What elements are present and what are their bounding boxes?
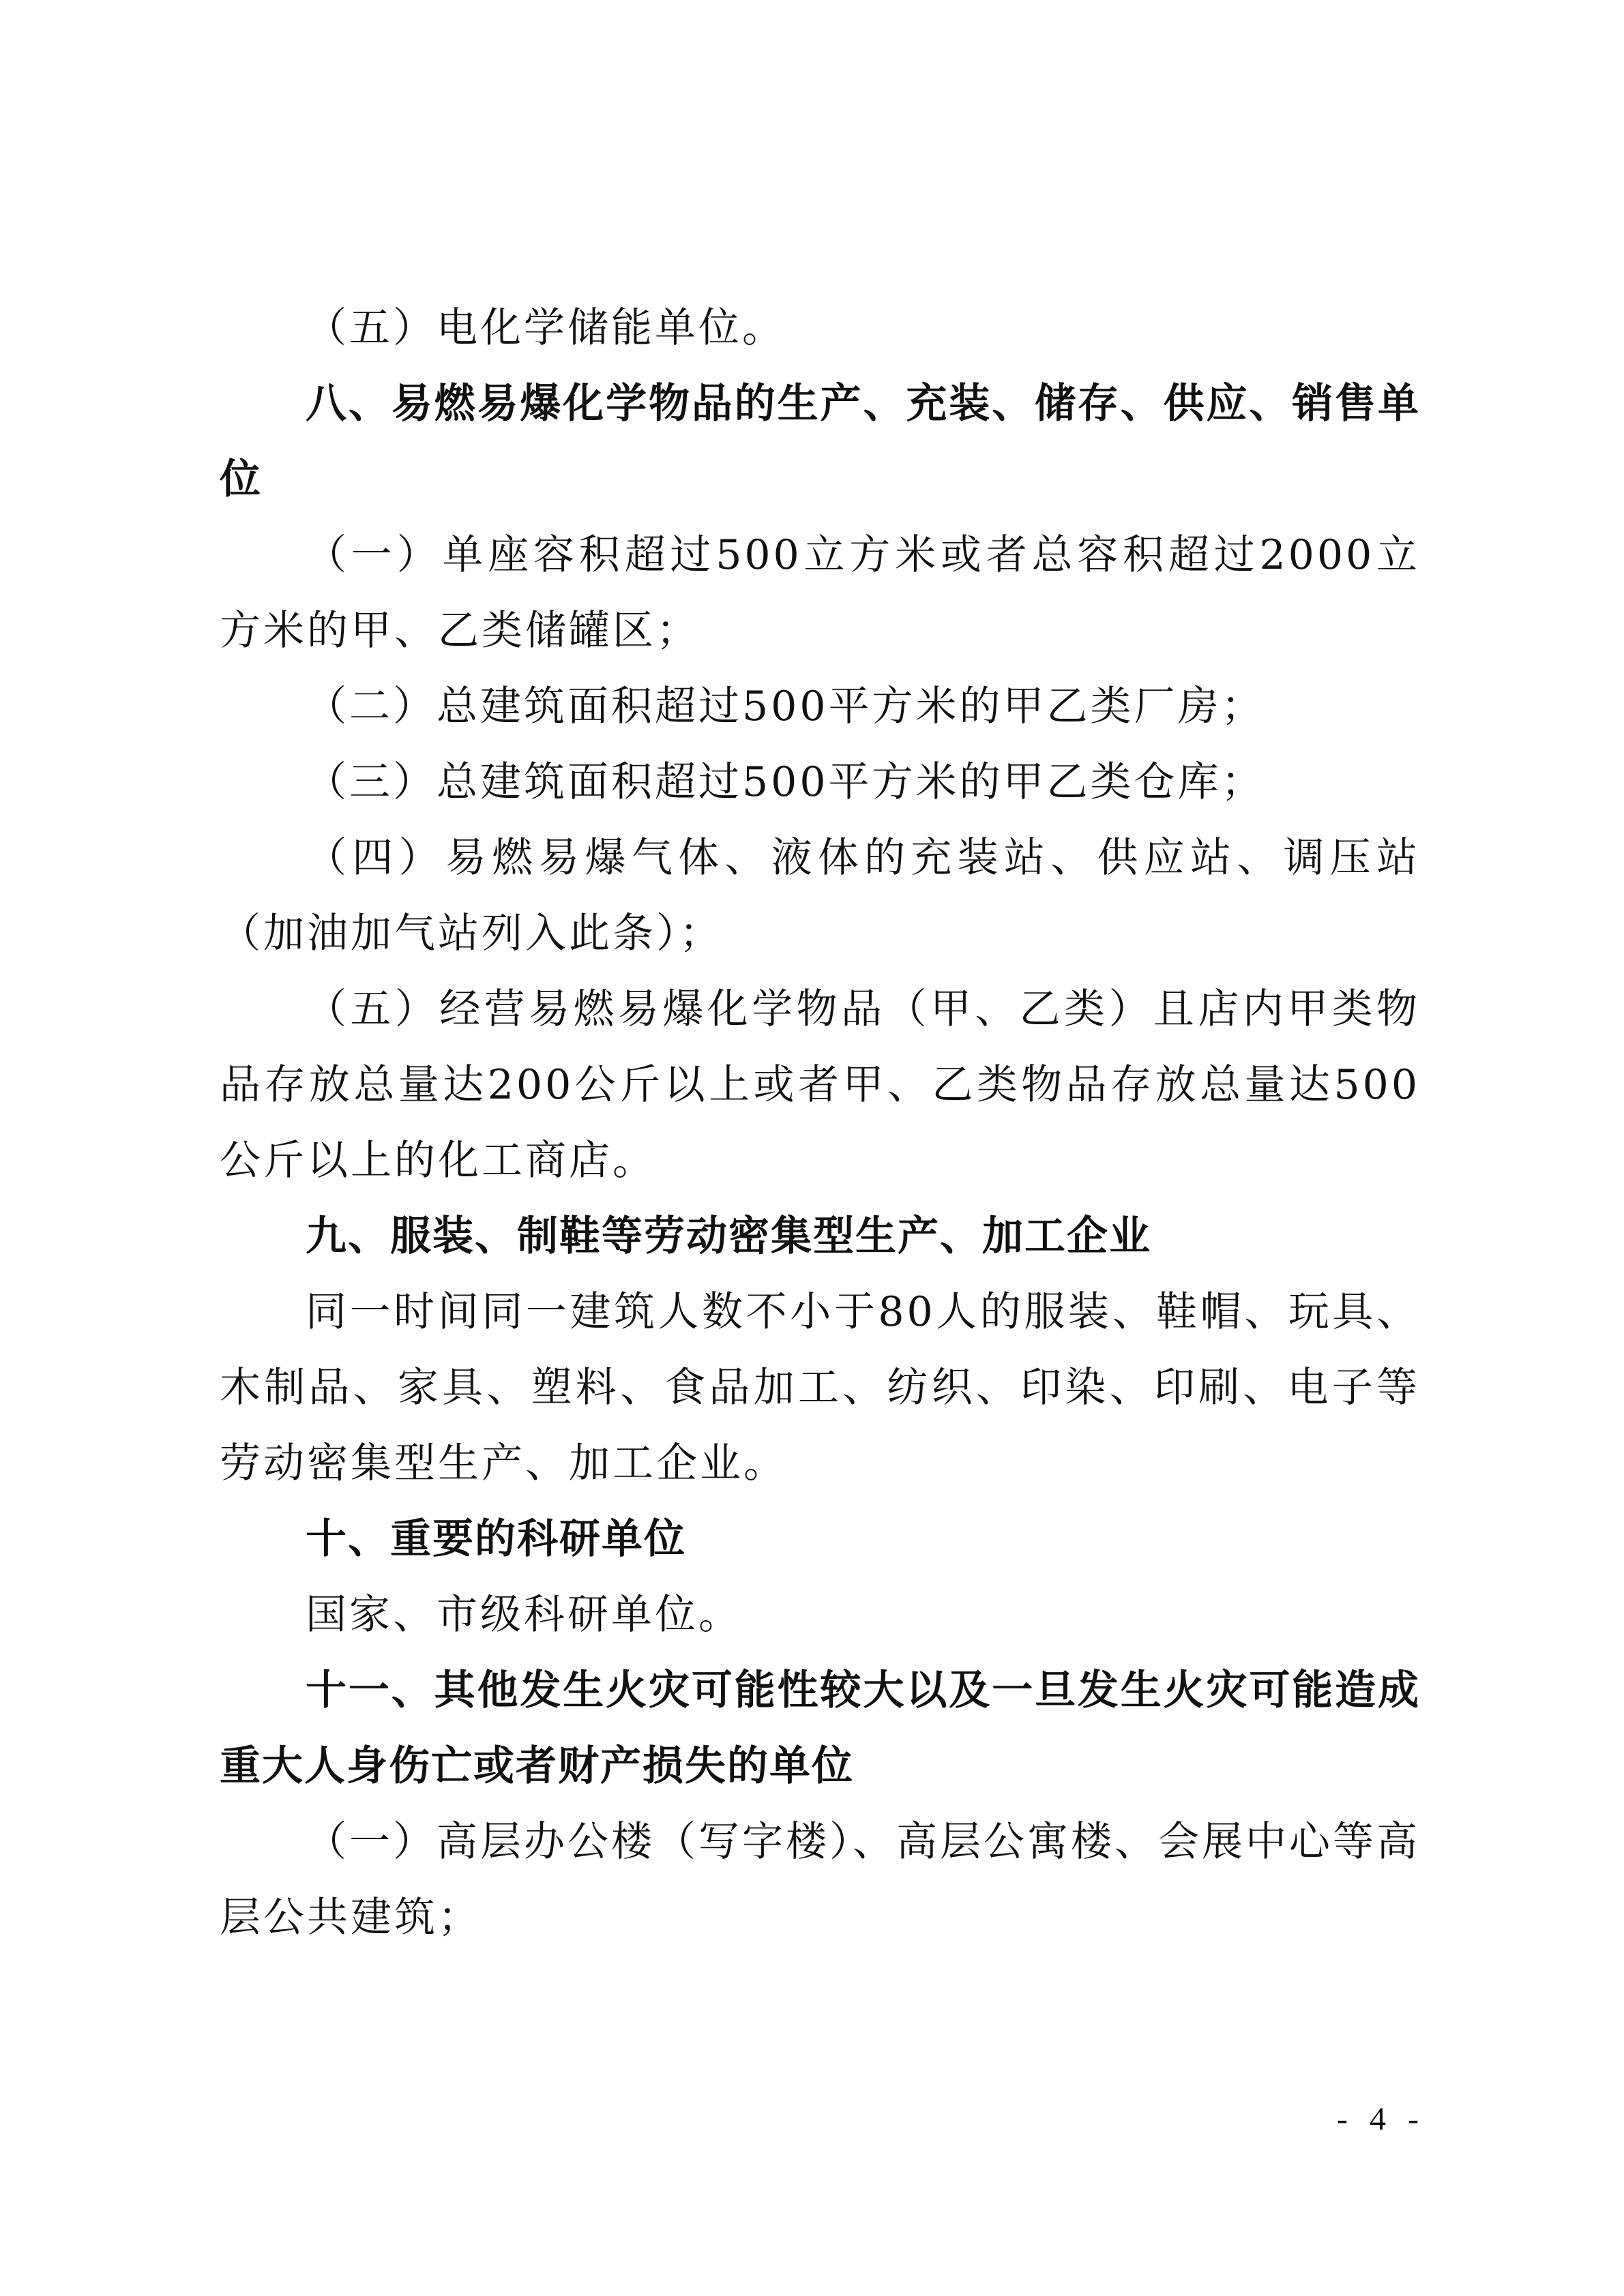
paragraph: （一）单座容积超过500立方米或者总容积超过2000立方米的甲、乙类储罐区； <box>220 531 1420 655</box>
paragraph: 同一时间同一建筑人数不小于80人的服装、鞋帽、玩具、木制品、家具、塑料、食品加工、纺织、印染、印刷、电子等劳动密集型生产、加工企业。 <box>220 1288 1420 1487</box>
paragraph: （四）易燃易爆气体、液体的充装站、供应站、调压站（加油加气站列入此条）； <box>220 834 1420 957</box>
paragraph: （一）高层办公楼（写字楼）、高层公寓楼、会展中心等高层公共建筑； <box>220 1818 1420 1941</box>
paragraph: （三）总建筑面积超过500平方米的甲乙类仓库； <box>306 758 1265 806</box>
page-number: - 4 - <box>1337 2101 1426 2137</box>
section-heading: 九、服装、制鞋等劳动密集型生产、加工企业 <box>306 1212 1151 1260</box>
section-heading: 十一、其他发生火灾可能性较大以及一旦发生火灾可能造成重大人身伤亡或者财产损失的单位 <box>220 1667 1420 1790</box>
paragraph: 国家、市级科研单位。 <box>306 1591 742 1639</box>
section-heading: 八、易燃易爆化学物品的生产、充装、储存、供应、销售单位 <box>220 380 1420 503</box>
paragraph: （五）电化学储能单位。 <box>306 304 786 352</box>
paragraph: （二）总建筑面积超过500平方米的甲乙类厂房； <box>306 683 1265 730</box>
section-heading: 十、重要的科研单位 <box>306 1515 686 1563</box>
paragraph: （五）经营易燃易爆化学物品（甲、乙类）且店内甲类物品存放总量达200公斤以上或者甲、乙类物品存放总量达500公斤以上的化工商店。 <box>220 985 1420 1184</box>
document-body <box>220 290 1420 1956</box>
